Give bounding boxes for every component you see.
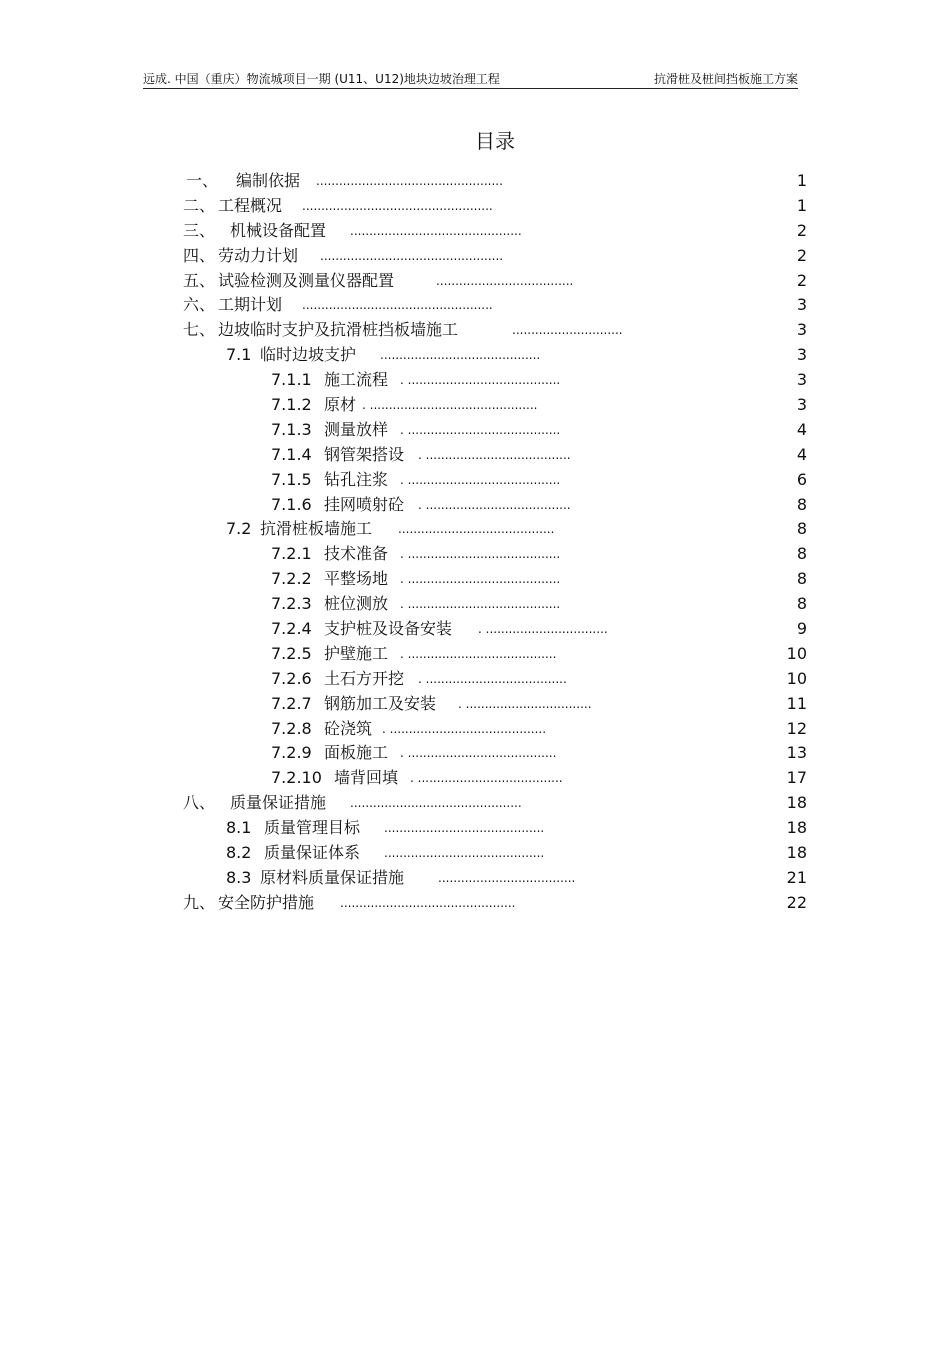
toc-entry-number: 二、 [183,195,216,215]
toc-entry-page: 9 [796,619,807,639]
toc-entry[interactable] [0,169,950,194]
toc-entry[interactable] [0,219,950,244]
toc-entry-number: 7.2.3 [271,594,312,614]
toc-entry-number: 8.1 [226,818,252,838]
toc-entry-page: 22 [786,892,807,912]
toc-entry-number: 7.2.2 [271,569,312,589]
toc-entry[interactable] [0,617,950,642]
toc-entry-number: 7.1 [226,345,252,365]
toc-entry-number: 一、 [186,171,219,190]
toc-leader-dots: . ................................ [478,622,608,637]
toc-entry-label: 桩位测放 [324,594,389,614]
toc-entry-page: 18 [786,818,807,838]
toc-leader-dots: . ....................................... [400,746,557,761]
toc-entry-label: 劳动力计划 [218,245,299,265]
toc-entry[interactable] [0,791,950,816]
toc-leader-dots: . ........................................ [400,422,561,437]
toc-entry[interactable] [0,766,950,791]
toc-leader-dots: . ..................................... [418,671,567,686]
toc-entry[interactable] [0,318,950,343]
toc-entry[interactable] [0,592,950,617]
toc-entry-number: 四、 [183,245,216,265]
toc-leader-dots: .................................... [436,273,574,288]
toc-leader-dots: . ........................................ [400,373,561,388]
toc-entry-label: 平整场地 [324,569,389,589]
toc-entry-page: 3 [796,295,807,315]
toc-entry[interactable] [0,468,950,493]
toc-entry-label: 工期计划 [218,295,283,315]
toc-entry-page: 6 [796,469,807,489]
toc-entry-label: 测量放样 [324,419,389,439]
toc-entry[interactable] [0,567,950,592]
toc-leader-dots: .......................................... [384,821,545,836]
toc-entry-page: 11 [786,693,807,713]
toc-entry[interactable] [0,443,950,468]
toc-entry-label: 砼浇筑 [324,718,373,738]
toc-entry-label: 支护桩及设备安装 [324,619,453,639]
toc-leader-dots: .............................................. [340,895,516,910]
toc-entry-number: 7.1.6 [271,494,312,514]
toc-entry-number: 8.2 [226,843,252,863]
toc-leader-dots: . ........................................ [400,597,561,612]
toc-entry-label: 技术准备 [324,544,389,564]
toc-entry-page: 1 [796,171,807,190]
toc-leader-dots: .................................................. [302,198,493,213]
toc-entry-page: 3 [796,320,807,340]
toc-entry-number: 7.1.4 [271,444,312,464]
toc-entry-page: 17 [786,768,807,788]
toc-leader-dots: . ........................................ [400,547,561,562]
toc-entry-label: 原材料质量保证措施 [260,867,405,887]
toc-entry-number: 7.2.5 [271,643,312,663]
toc-entry-label: 土石方开挖 [324,668,405,688]
toc-entry-label: 机械设备配置 [230,220,327,240]
toc-entry-label: 挂网喷射砼 [324,494,405,514]
toc-entry-label: 安全防护措施 [218,892,315,912]
toc-entry-label: 临时边坡支护 [260,345,357,365]
toc-entry-number: 8.3 [226,867,252,887]
toc-entry-page: 8 [796,594,807,614]
toc-entry-number: 7.1.1 [271,370,312,390]
toc-entry-label: 护壁施工 [324,643,389,663]
toc-entry[interactable] [0,841,950,866]
toc-entry-number: 六、 [183,295,216,315]
toc-entry-label: 试验检测及测量仪器配置 [218,270,395,290]
toc-entry-label: 质量保证体系 [264,843,361,863]
toc-leader-dots: . ....................................... [400,646,557,661]
toc-entry-page: 10 [786,643,807,663]
toc-entry-page: 12 [786,718,807,738]
toc-entry[interactable] [0,269,950,294]
toc-entry-number: 7.2.7 [271,693,312,713]
toc-entry[interactable] [0,517,950,542]
toc-entry-label: 工程概况 [218,195,283,215]
toc-entry-number: 八、 [183,793,216,813]
toc-entry-number: 7.1.2 [271,395,312,415]
toc-entry-number: 7.1.5 [271,469,312,489]
toc-entry-page: 10 [786,668,807,688]
toc-entry[interactable] [0,816,950,841]
toc-leader-dots: ............................................. [350,796,522,811]
toc-entry[interactable] [0,741,950,766]
toc-entry-number: 7.2.4 [271,619,312,639]
toc-entry[interactable] [0,194,950,219]
toc-entry-number: 7.2.1 [271,544,312,564]
toc-entry-label: 钻孔注浆 [324,469,389,489]
toc-leader-dots: ................................................ [320,248,504,263]
toc-leader-dots: ............................. [512,323,623,338]
toc-leader-dots: ......................................... [398,522,555,537]
toc-entry[interactable] [0,866,950,891]
toc-entry-page: 1 [796,195,807,215]
toc-leader-dots: ................................................. [316,174,503,188]
header-document-title: 抗滑桩及桩间挡板施工方案 [653,72,798,86]
toc-entry-label: 抗滑桩板墙施工 [260,519,373,539]
toc-entry-label: 编制依据 [236,171,301,190]
toc-entry-number: 五、 [183,270,216,290]
toc-leader-dots: . ........................................ [400,572,561,587]
toc-entry[interactable] [0,667,950,692]
toc-entry[interactable] [0,393,950,418]
toc-entry-label: 质量保证措施 [230,793,327,813]
toc-entry[interactable] [0,343,950,368]
toc-entry-page: 4 [796,444,807,464]
toc-entry-page: 18 [786,843,807,863]
toc-entry[interactable] [0,493,950,518]
toc-entry[interactable] [0,244,950,269]
toc-entry-number: 7.2 [226,519,252,539]
toc-entry-label: 边坡临时支护及抗滑桩挡板墙施工 [218,320,459,340]
toc-entry[interactable] [0,418,950,443]
toc-leader-dots: . ...................................... [418,447,571,462]
toc-entry-page: 8 [796,494,807,514]
toc-entry[interactable] [0,717,950,742]
toc-entry-page: 3 [796,345,807,365]
table-of-contents [0,169,950,916]
toc-entry-label: 墙背回填 [334,768,399,788]
toc-entry-page: 13 [786,743,807,763]
toc-entry-page: 8 [796,569,807,589]
toc-entry-number: 7.2.9 [271,743,312,763]
toc-entry-label: 面板施工 [324,743,389,763]
toc-entry-number: 三、 [183,220,216,240]
toc-entry-page: 2 [796,270,807,290]
toc-leader-dots: . ...................................... [418,497,571,512]
toc-entry-page: 2 [796,220,807,240]
toc-entry[interactable] [0,642,950,667]
toc-entry-number: 7.1.3 [271,419,312,439]
toc-entry-number: 7.2.6 [271,668,312,688]
toc-entry[interactable] [0,542,950,567]
toc-entry-label: 原材 [324,395,357,415]
toc-entry-page: 8 [796,519,807,539]
toc-entry-label: 钢管架搭设 [324,444,405,464]
toc-title: 目录 [475,129,515,153]
toc-leader-dots: . ......................................... [382,721,547,736]
toc-entry-page: 3 [796,395,807,415]
toc-leader-dots: .................................................. [302,298,493,313]
toc-entry-page: 2 [796,245,807,265]
toc-leader-dots: .......................................... [384,846,545,861]
toc-entry-page: 3 [796,370,807,390]
toc-entry-page: 21 [786,867,807,887]
toc-entry-page: 18 [786,793,807,813]
toc-entry-label: 质量管理目标 [264,818,361,838]
toc-entry-number: 7.2.10 [271,768,322,788]
toc-entry-page: 8 [796,544,807,564]
toc-entry-number: 九、 [183,892,216,912]
header-project-title: 远成. 中国（重庆）物流城项目一期 (U11、U12)地块边坡治理工程 [143,72,500,86]
toc-leader-dots: . ...................................... [410,771,563,786]
toc-leader-dots: . ........................................ [400,472,561,487]
toc-entry-label: 钢筋加工及安装 [324,693,437,713]
toc-entry-number: 7.2.8 [271,718,312,738]
toc-entry[interactable] [0,692,950,717]
toc-entry-page: 4 [796,419,807,439]
toc-entry[interactable] [0,368,950,393]
toc-entry[interactable] [0,293,950,318]
page-header [143,70,798,89]
toc-leader-dots: . ................................. [458,696,592,711]
toc-entry-label: 施工流程 [324,370,389,390]
toc-entry[interactable] [0,891,950,916]
toc-leader-dots: .................................... [438,870,576,885]
toc-leader-dots: .......................................... [380,348,541,363]
toc-leader-dots: ............................................. [350,223,522,238]
toc-entry-number: 七、 [183,320,216,340]
toc-leader-dots: . ............................................ [362,398,538,413]
